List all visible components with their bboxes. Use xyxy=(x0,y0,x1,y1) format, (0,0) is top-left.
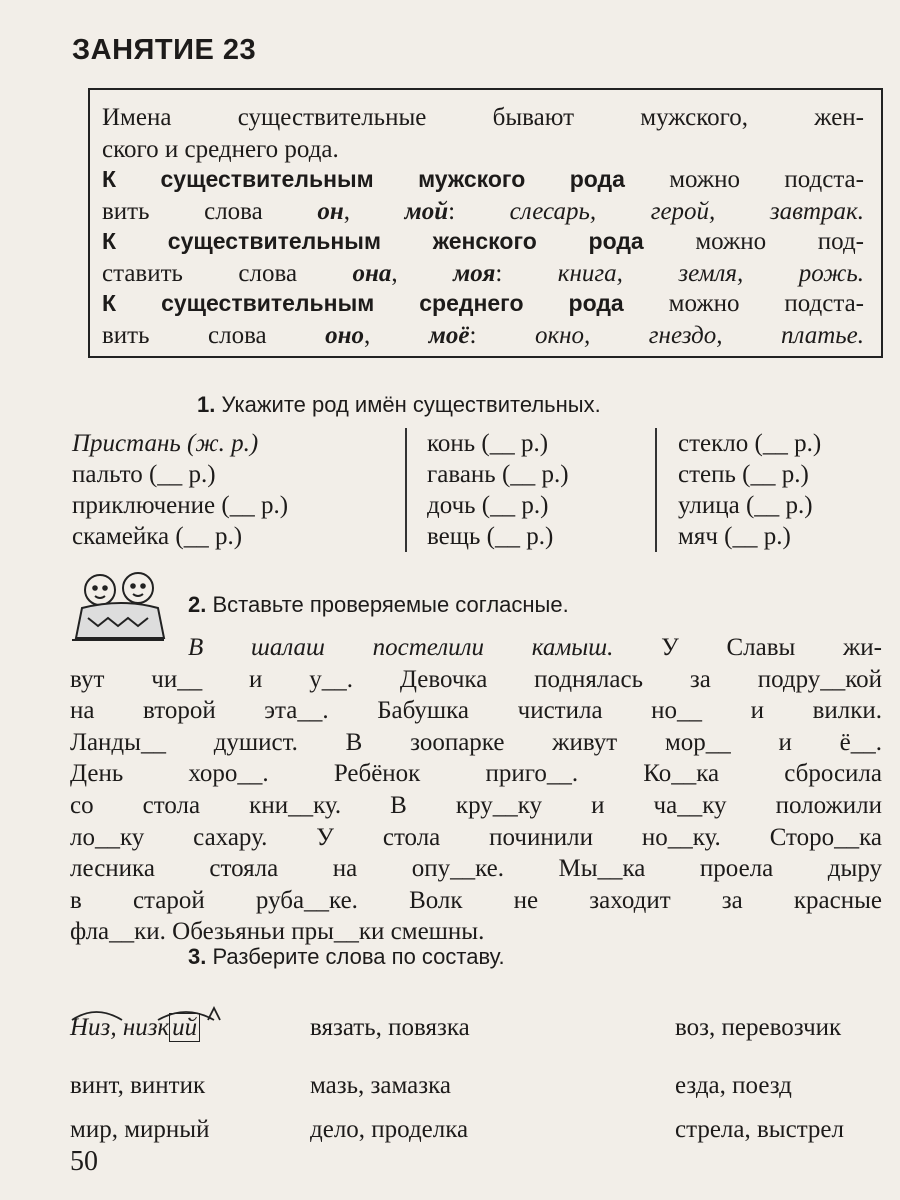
task-instruction: Укажите род имён существительных. xyxy=(221,392,601,417)
rule-line xyxy=(102,198,864,226)
page-number: 50 xyxy=(70,1146,98,1177)
word-pair: мазь, замазка xyxy=(310,1072,451,1099)
rule-line xyxy=(102,136,864,164)
rule-segment: вить слова xyxy=(102,198,318,225)
line-text: У Славы жи- xyxy=(661,634,882,661)
rule-segment: она xyxy=(352,260,392,287)
column-divider xyxy=(655,428,657,552)
rule-segment: оно xyxy=(325,322,365,349)
paragraph-line: ло__ку сахару. У стола починили но__ку. Сторо__ка xyxy=(70,823,882,851)
rule-segment: ского и среднего рода. xyxy=(102,136,339,163)
rule-segment: вить слова xyxy=(102,322,326,349)
rule-segment: , xyxy=(364,322,429,349)
word-pair: вязать, повязка xyxy=(310,1014,470,1041)
task-1-heading xyxy=(197,392,601,418)
word-item: степь (__ р.) xyxy=(678,461,809,488)
rule-line xyxy=(102,322,864,350)
rule-segment: : xyxy=(448,198,510,225)
word-item: стекло (__ р.) xyxy=(678,430,822,457)
rule-line xyxy=(102,104,864,132)
children-illustration-icon xyxy=(68,568,180,644)
word-item: Пристань (ж. р.) xyxy=(72,430,259,457)
rule-line xyxy=(102,260,864,288)
word-item: приключение (__ р.) xyxy=(72,492,289,519)
word-pair: мир, мирный xyxy=(70,1116,210,1143)
rule-segment: : xyxy=(495,260,558,287)
paragraph-line xyxy=(188,634,882,662)
rule-segment: , xyxy=(343,198,405,225)
lesson-title: ЗАНЯТИЕ 23 xyxy=(72,34,257,66)
rule-segment: : xyxy=(469,322,535,349)
root-arc-marks xyxy=(68,1000,268,1024)
rule-segment: слесарь, герой, завтрак. xyxy=(509,198,865,225)
rule-segment: К существительным среднего рода xyxy=(102,290,624,316)
word-pair: дело, проделка xyxy=(310,1116,469,1143)
word-pair: стрела, выстрел xyxy=(675,1116,844,1143)
word-item: гавань (__ р.) xyxy=(427,461,569,488)
example-sentence: В шалаш постелили камыш. xyxy=(188,634,614,661)
task-instruction: Разберите слова по составу. xyxy=(212,944,505,969)
task-2-heading xyxy=(188,592,569,618)
rule-line xyxy=(102,166,864,194)
paragraph-line: лесника стояла на опу__ке. Мы__ка проела дыру xyxy=(70,855,882,883)
word-pair: езда, поезд xyxy=(675,1072,792,1099)
rule-segment: К существительным женского рода xyxy=(102,228,644,254)
rule-segment: К существительным мужского рода xyxy=(102,166,625,192)
rule-segment: он xyxy=(317,198,344,225)
rule-segment: мой xyxy=(404,198,449,225)
task-instruction: Вставьте проверяемые согласные. xyxy=(212,592,569,617)
rule-line xyxy=(102,290,864,318)
rule-segment: можно под- xyxy=(643,228,864,255)
task-3-heading xyxy=(188,944,505,970)
paragraph-line: День хоро__. Ребёнок приго__. Ко__ка сбросила xyxy=(70,760,882,788)
example-word-ending: ий xyxy=(169,1013,200,1042)
rule-segment: окно, гнездо, платье. xyxy=(534,322,865,349)
task-number: 3. xyxy=(188,944,207,969)
word-pair: воз, перевозчик xyxy=(675,1014,842,1041)
example-word-root: низк xyxy=(122,1014,170,1041)
word-item: пальто (__ р.) xyxy=(72,461,216,488)
word-item: конь (__ р.) xyxy=(427,430,549,457)
rule-segment: можно подста- xyxy=(624,166,864,193)
rule-segment: можно подста- xyxy=(623,290,864,317)
word-item: мяч (__ р.) xyxy=(678,523,791,550)
rule-line xyxy=(102,228,864,256)
paragraph-line: со стола кни__ку. В кру__ку и ча__ку положили xyxy=(70,792,882,819)
word-item: улица (__ р.) xyxy=(678,492,813,519)
paragraph-line: Ланды__ душист. В зоопарке живут мор__ и ё__. xyxy=(70,728,882,756)
rule-segment: , xyxy=(391,260,454,287)
paragraph-line: вут чи__ и у__. Девочка поднялась за подру__кой xyxy=(70,665,882,693)
word-item: дочь (__ р.) xyxy=(427,492,549,519)
word-pair: винт, винтик xyxy=(70,1072,206,1099)
paragraph-line: в старой руба__ке. Волк не заходит за красные xyxy=(70,886,882,914)
rule-segment: книга, земля, рожь. xyxy=(557,260,865,287)
task-number: 2. xyxy=(188,592,207,617)
column-divider xyxy=(405,428,407,552)
rule-segment: моё xyxy=(428,322,470,349)
rule-segment: моя xyxy=(453,260,496,287)
word-item: вещь (__ р.) xyxy=(427,523,554,550)
separator: , xyxy=(110,1014,123,1041)
rule-segment: ставить слова xyxy=(102,260,353,287)
paragraph-line: на второй эта__. Бабушка чистила но__ и вилки. xyxy=(70,697,882,725)
paragraph-line: фла__ки. Обезьяньи пры__ки смешны. xyxy=(70,918,485,946)
example-word-root: Низ xyxy=(70,1014,111,1041)
task-number: 1. xyxy=(197,392,216,417)
word-item: скамейка (__ р.) xyxy=(72,523,243,550)
rule-segment: Имена существительные бывают мужского, жен- xyxy=(102,104,864,131)
